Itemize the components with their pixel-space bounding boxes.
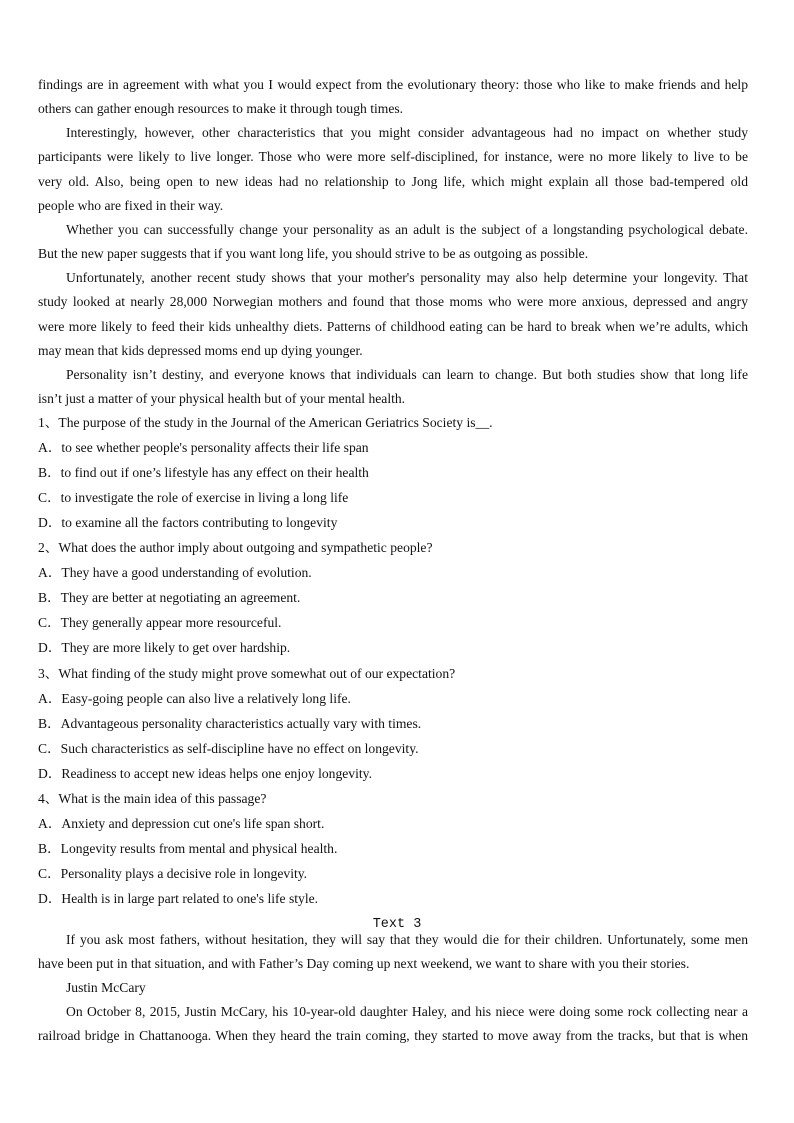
answer-option: B．Advantageous personality characteristics actually vary with times. [38, 715, 422, 731]
paragraph-line: study looked at nearly 28,000 Norwegian mothers and found that those moms who were more anxious, depressed and angry [38, 294, 748, 310]
answer-option: B．Longevity results from mental and physical health. [38, 840, 338, 856]
question-stem: 4、What is the main idea of this passage? [38, 790, 267, 806]
answer-option: D．to examine all the factors contributing to longevity [38, 515, 338, 531]
paragraph-line: On October 8, 2015, Justin McCary, his 10-year-old daughter Haley, and his niece were doing some rock collecting near a [66, 1004, 748, 1019]
answer-option: D．Readiness to accept new ideas helps one enjoy longevity. [38, 765, 372, 781]
paragraph-line: Personality isn’t destiny, and everyone knows that individuals can learn to change. But both studies show that long life [66, 366, 748, 382]
paragraph-line: isn’t just a matter of your physical health but of your mental health. [38, 390, 406, 406]
paragraph-line: findings are in agreement with what you I would expect from the evolutionary theory: those who like to make friends and help [38, 77, 748, 92]
answer-option: A．Easy-going people can also live a relatively long life. [38, 690, 351, 706]
paragraph-line: railroad bridge in Chattanooga. When they heard the train coming, they started to move away from the tracks, but that is when [38, 1028, 748, 1043]
paragraph-line: If you ask most fathers, without hesitation, they will say that they would die for their children. Unfortunately, some men [66, 932, 748, 947]
answer-option: B．to find out if one’s lifestyle has any effect on their health [38, 465, 369, 481]
paragraph-line: others can gather enough resources to make it through tough times. [38, 101, 404, 117]
answer-option: D．They are more likely to get over hardship. [38, 640, 291, 656]
answer-option: C．to investigate the role of exercise in living a long life [38, 490, 349, 506]
answer-option: C．They generally appear more resourceful. [38, 615, 282, 631]
paragraph-line: But the new paper suggests that if you want long life, you should strive to be as outgoing as possible. [38, 246, 589, 262]
question-stem: 3、What finding of the study might prove somewhat out of our expectation? [38, 665, 456, 681]
paragraph-line: Unfortunately, another recent study shows that your mother's personality may also help determine your longevity. That [66, 270, 748, 286]
answer-option: A．to see whether people's personality affects their life span [38, 440, 369, 456]
answer-option: A．Anxiety and depression cut one's life span short. [38, 815, 325, 831]
answer-option: B．They are better at negotiating an agreement. [38, 590, 301, 606]
section-title: Text 3 [372, 917, 422, 932]
paragraph-line: very old. Also, being open to new ideas had no relationship to Jong life, which might explain all those bad-tempered old [38, 173, 748, 189]
question-stem: 2、What does the author imply about outgoing and sympathetic people? [38, 540, 433, 556]
paragraph-line: may mean that kids depressed moms end up dying younger. [38, 342, 363, 358]
paragraph-line: Whether you can successfully change your personality as an adult is the subject of a longstanding psychological debate. [66, 221, 748, 237]
paragraph-line: have been put in that situation, and with Father’s Day coming up next weekend, we want to share with you their stories. [38, 956, 690, 971]
answer-option: A．They have a good understanding of evolution. [38, 565, 312, 581]
answer-option: C．Such characteristics as self-discipline have no effect on longevity. [38, 740, 419, 756]
question-stem: 1、The purpose of the study in the Journal of the American Geriatrics Society is__. [38, 415, 493, 430]
answer-option: C．Personality plays a decisive role in longevity. [38, 865, 308, 881]
paragraph-line: Interestingly, however, other characteristics that you might consider advantageous had no impact on whether study [66, 125, 748, 141]
answer-option: D．Health is in large part related to one's life style. [38, 890, 319, 906]
paragraph-line: were more likely to feed their kids unhealthy diets. Patterns of childhood eating can be hard to break when we’re adults, which [38, 318, 748, 334]
paragraph-line: people who are fixed in their way. [38, 197, 224, 213]
paragraph-line: Justin McCary [66, 980, 146, 995]
paragraph-line: participants were likely to live longer. Those who were more self-disciplined, for instance, were no more likely to live to be [38, 149, 748, 165]
